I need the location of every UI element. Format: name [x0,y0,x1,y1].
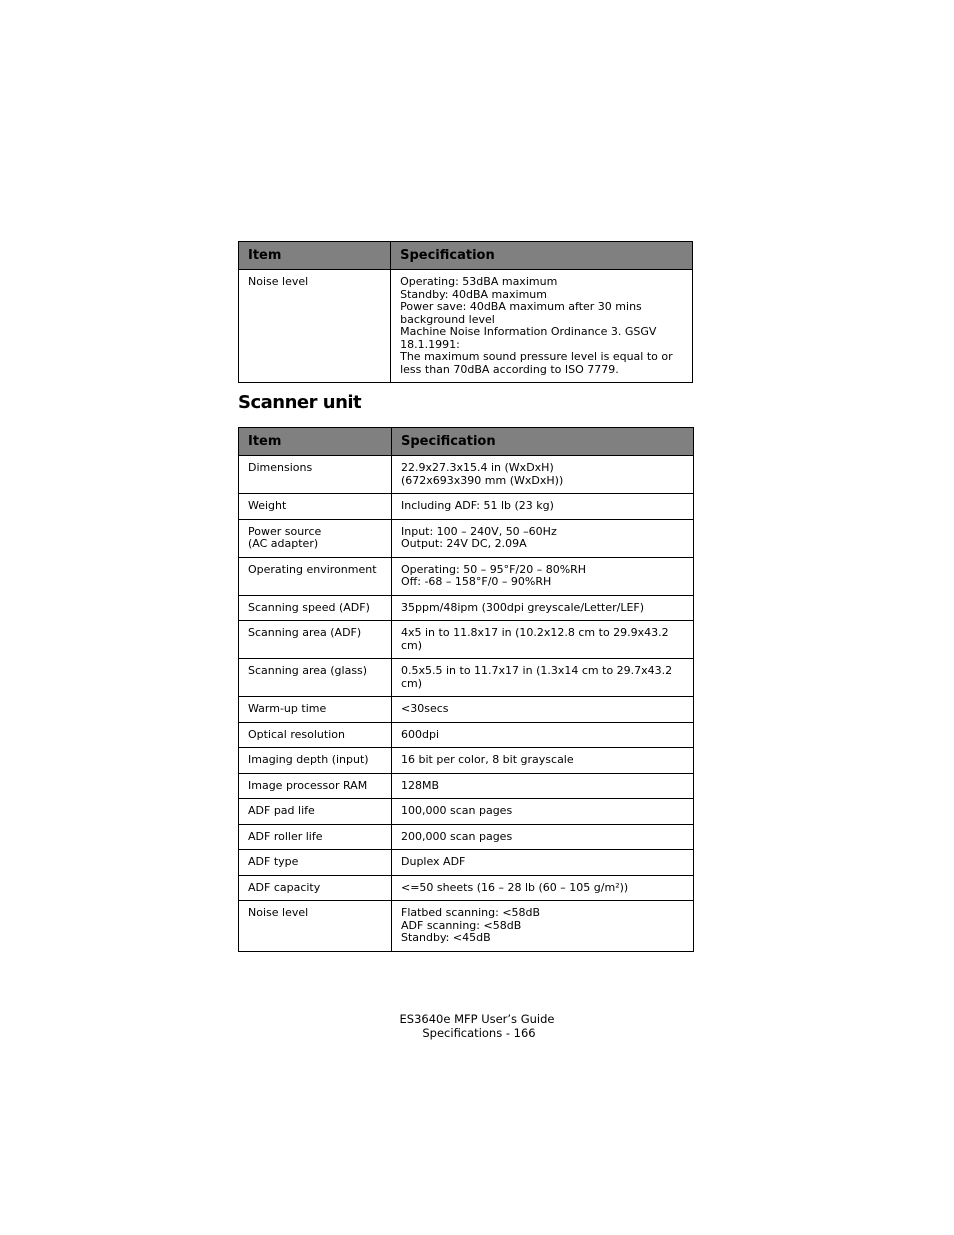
specification-text: 600dpi [401,727,440,741]
specification-cell [392,456,694,494]
item-cell [239,659,392,697]
item-cell [239,697,392,723]
specification-text: 35ppm/48ipm (300dpi greyscale/Letter/LEF) [401,600,645,614]
specification-text: cm) [401,638,423,652]
header-specification: Specification [392,428,694,456]
item-text: Power source [248,524,322,538]
item-cell [239,799,392,825]
specification-cell [392,557,694,595]
specification-cell [392,799,694,825]
specification-text: Including ADF: 51 lb (23 kg) [401,499,554,512]
specification-text: less than 70dBA according to ISO 7779. [400,362,619,376]
specification-text: cm) [401,676,423,690]
item-cell [239,875,392,901]
specification-cell [392,875,694,901]
item-text: Imaging depth (input) [248,753,369,766]
specification-text: The maximum sound pressure level is equal to or [400,350,673,363]
specification-text: Flatbed scanning: <58dB [401,906,541,919]
item-text: Image processor RAM [248,778,368,792]
specification-cell [392,697,694,723]
item-text: ADF type [248,855,299,868]
specification-text: <=50 sheets (16 – 28 lb (60 – 105 g/m²)) [401,880,629,894]
item-text: Optical resolution [248,727,345,741]
specification-cell [392,722,694,748]
specification-cell [392,748,694,774]
specification-text: (672x693x390 mm (WxDxH)) [401,473,564,487]
specification-text: 0.5x5.5 in to 11.7x17 in (1.3x14 cm to 29.7x43.2 [401,664,673,677]
table-row [239,748,694,774]
specification-text: Machine Noise Information Ordinance 3. GSGV [400,325,657,338]
table-row [239,722,694,748]
specification-text: Operating: 50 – 95°F/20 – 80%RH [401,562,587,576]
item-text: Scanning area (glass) [248,664,368,677]
specification-text: ADF scanning: <58dB [401,918,522,932]
item-cell [239,722,392,748]
header-item: Item [239,428,392,456]
item-cell [239,456,392,494]
table-row [239,875,694,901]
specification-cell [392,659,694,697]
item-cell [239,595,392,621]
specification-text: 18.1.1991: [400,337,460,351]
footer-guide-title: ES3640e MFP User’s Guide [399,1012,555,1026]
table-row [239,456,694,494]
item-cell [239,557,392,595]
table-row [239,659,694,697]
specification-text: Power save: 40dBA maximum after 30 mins [400,300,642,313]
item-text: ADF pad life [248,804,315,817]
specification-text: Off: -68 – 158°F/0 – 90%RH [401,575,552,588]
item-text: Dimensions [248,461,313,474]
specification-text: 4x5 in to 11.8x17 in (10.2x12.8 cm to 29.9x43.2 [401,626,669,639]
item-text: Warm-up time [248,702,327,715]
item-cell [239,621,392,659]
section-heading: Scanner unit [238,392,362,413]
item-text: ADF roller life [248,829,323,843]
specification-text: <30secs [401,702,449,715]
table-row [239,901,694,952]
specification-cell [392,595,694,621]
table-row [239,595,694,621]
item-text: Operating environment [248,562,377,576]
item-text: (AC adapter) [248,537,319,550]
table-row [239,773,694,799]
table-row [239,697,694,723]
specification-cell [391,270,693,383]
specification-cell [392,850,694,876]
scanner-spec-table [238,427,694,952]
footer-page-number: Specifications - 166 [422,1025,536,1040]
table-row [239,557,694,595]
page-footer [0,1013,954,1040]
table-header-row [239,428,694,456]
header-specification: Specification [391,242,693,270]
item-text: Scanning area (ADF) [248,626,362,639]
item-text: Scanning speed (ADF) [248,600,370,614]
specification-text: 200,000 scan pages [401,829,513,843]
item-cell [239,824,392,850]
item-cell [239,494,392,520]
item-text: Noise level [248,275,309,288]
table-row [239,494,694,520]
table-row [239,824,694,850]
specification-cell [392,901,694,952]
specification-text: Operating: 53dBA maximum [400,275,558,288]
item-cell [239,748,392,774]
specification-cell [392,494,694,520]
item-text: Noise level [248,906,309,919]
item-cell [239,519,392,557]
item-text: ADF capacity [248,880,321,894]
specification-text: 22.9x27.3x15.4 in (WxDxH) [401,461,554,474]
specification-text: 16 bit per color, 8 bit grayscale [401,753,574,766]
specification-text: Output: 24V DC, 2.09A [401,537,527,550]
item-cell [239,901,392,952]
table-row [239,799,694,825]
specification-cell [392,773,694,799]
specification-cell [392,621,694,659]
table-row [239,621,694,659]
noise-spec-table [238,241,693,383]
specification-text: Standby: <45dB [401,931,491,944]
table-row [239,270,693,383]
specification-text: 128MB [401,778,440,792]
specification-cell [392,519,694,557]
header-item: Item [239,242,391,270]
table-header-row [239,242,693,270]
specification-text: Standby: 40dBA maximum [400,287,547,301]
item-text: Weight [248,499,287,512]
specification-cell [392,824,694,850]
item-cell [239,850,392,876]
specification-text: 100,000 scan pages [401,804,513,817]
item-cell [239,270,391,383]
table-row [239,519,694,557]
specification-text: Input: 100 – 240V, 50 –60Hz [401,524,557,538]
table-row [239,850,694,876]
specification-text: Duplex ADF [401,855,466,868]
specification-text: background level [400,312,495,326]
item-cell [239,773,392,799]
